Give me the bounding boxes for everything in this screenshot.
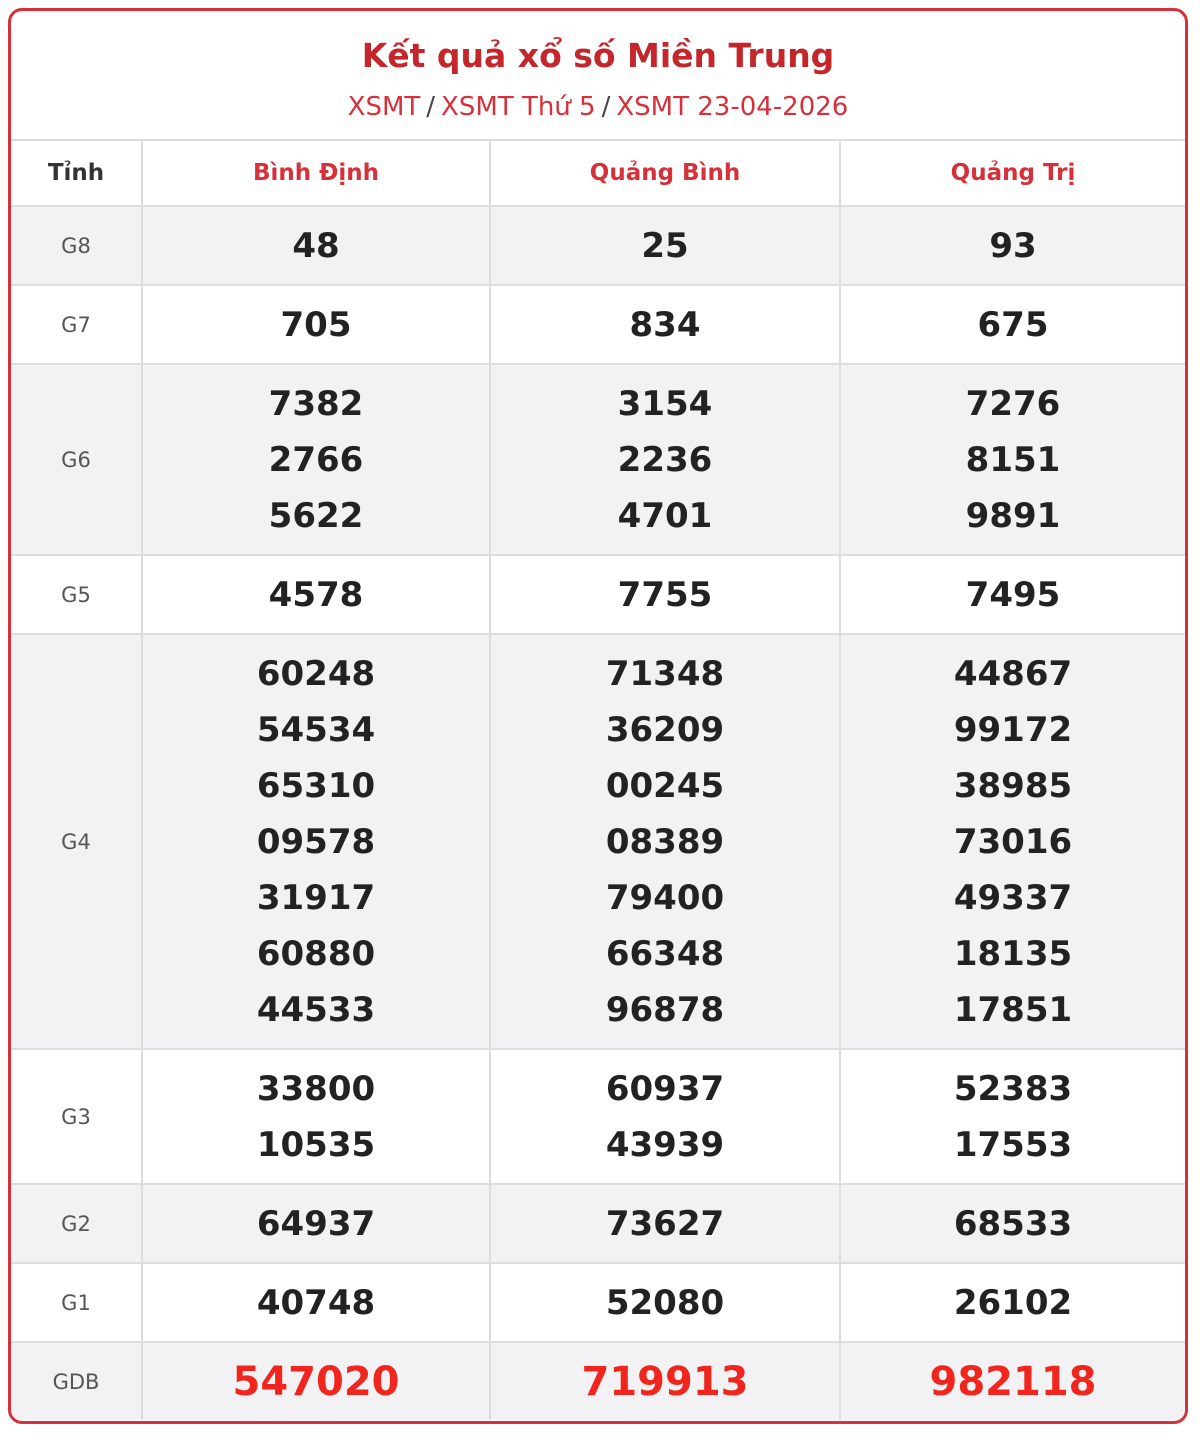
results-header: [11, 11, 1185, 139]
result-cell: [142, 634, 490, 1049]
result-cell: [840, 634, 1185, 1049]
prize-label: G8: [11, 206, 142, 285]
result-number: 00245: [605, 765, 725, 806]
result-number: 49337: [953, 877, 1073, 918]
result-number: 33800: [256, 1068, 376, 1109]
result-cell: [142, 1184, 490, 1263]
table-row: [11, 285, 1185, 364]
result-cell: [840, 1184, 1185, 1263]
result-number: 4701: [617, 495, 713, 536]
province-quang-binh[interactable]: Quảng Bình: [490, 140, 840, 206]
result-number: 54534: [256, 709, 376, 750]
result-number: 96878: [605, 989, 725, 1030]
result-cell: [142, 364, 490, 555]
result-number: 52383: [953, 1068, 1073, 1109]
result-number: 2766: [268, 439, 364, 480]
result-number: 17851: [953, 989, 1073, 1030]
result-number: 5622: [268, 495, 364, 536]
result-number: 7276: [965, 383, 1061, 424]
result-number: 7755: [617, 574, 713, 615]
prize-label: G7: [11, 285, 142, 364]
result-cell: [142, 285, 490, 364]
table-row: [11, 555, 1185, 634]
result-number: 60937: [605, 1068, 725, 1109]
result-number: 65310: [256, 765, 376, 806]
result-number: 43939: [605, 1124, 725, 1165]
result-number: 68533: [953, 1203, 1073, 1244]
result-number: 44867: [953, 653, 1073, 694]
province-quang-tri[interactable]: Quảng Trị: [840, 140, 1185, 206]
special-prize-cell: [490, 1342, 840, 1420]
result-number: 60248: [256, 653, 376, 694]
result-number: 8151: [965, 439, 1061, 480]
table-row: [11, 1184, 1185, 1263]
prize-label: G5: [11, 555, 142, 634]
table-header-row: [11, 140, 1185, 206]
result-cell: [142, 206, 490, 285]
result-number: 52080: [605, 1282, 725, 1323]
result-number: 18135: [953, 933, 1073, 974]
result-cell: [142, 1049, 490, 1184]
result-number: 26102: [953, 1282, 1073, 1323]
table-row: [11, 1263, 1185, 1342]
result-number: 705: [280, 304, 352, 345]
special-prize-number: 982118: [929, 1358, 1097, 1405]
breadcrumb-link-xsmt-date[interactable]: XSMT 23-04-2026: [616, 92, 849, 122]
table-row: [11, 1049, 1185, 1184]
result-cell: [490, 1184, 840, 1263]
table-row: [11, 1342, 1185, 1420]
result-number: 25: [641, 225, 689, 266]
result-number: 44533: [256, 989, 376, 1030]
result-number: 73627: [605, 1203, 725, 1244]
prize-label: G2: [11, 1184, 142, 1263]
prize-label: G4: [11, 634, 142, 1049]
result-number: 7382: [268, 383, 364, 424]
province-binh-dinh[interactable]: Bình Định: [142, 140, 490, 206]
result-cell: [490, 285, 840, 364]
breadcrumb-separator: /: [601, 92, 611, 122]
result-number: 66348: [605, 933, 725, 974]
result-number: 834: [629, 304, 701, 345]
result-number: 40748: [256, 1282, 376, 1323]
prize-label: G6: [11, 364, 142, 555]
result-cell: [490, 555, 840, 634]
result-number: 93: [989, 225, 1037, 266]
result-number: 64937: [256, 1203, 376, 1244]
results-card: [8, 8, 1188, 1424]
result-cell: [490, 206, 840, 285]
result-cell: [490, 634, 840, 1049]
result-number: 38985: [953, 765, 1073, 806]
result-number: 99172: [953, 709, 1073, 750]
result-number: 48: [292, 225, 340, 266]
prize-label: GDB: [11, 1342, 142, 1420]
special-prize-cell: [142, 1342, 490, 1420]
breadcrumb-link-xsmt-thu-5[interactable]: XSMT Thứ 5: [441, 92, 596, 122]
result-number: 10535: [256, 1124, 376, 1165]
result-cell: [490, 364, 840, 555]
result-cell: [840, 1263, 1185, 1342]
result-cell: [490, 1049, 840, 1184]
result-number: 09578: [256, 821, 376, 862]
result-number: 9891: [965, 495, 1061, 536]
table-row: [11, 206, 1185, 285]
result-cell: [840, 1049, 1185, 1184]
result-cell: [840, 555, 1185, 634]
special-prize-cell: [840, 1342, 1185, 1420]
result-cell: [490, 1263, 840, 1342]
result-number: 675: [977, 304, 1049, 345]
result-number: 7495: [965, 574, 1061, 615]
prize-label: G1: [11, 1263, 142, 1342]
result-number: 60880: [256, 933, 376, 974]
result-number: 17553: [953, 1124, 1073, 1165]
special-prize-number: 719913: [581, 1358, 749, 1405]
results-table: [11, 139, 1185, 1420]
result-number: 2236: [617, 439, 713, 480]
result-cell: [142, 1263, 490, 1342]
result-number: 31917: [256, 877, 376, 918]
result-number: 73016: [953, 821, 1073, 862]
result-cell: [142, 555, 490, 634]
result-number: 08389: [605, 821, 725, 862]
breadcrumb: [11, 89, 1185, 125]
special-prize-number: 547020: [232, 1358, 400, 1405]
result-number: 71348: [605, 653, 725, 694]
page-title: Kết quả xổ số Miền Trung: [361, 36, 835, 75]
table-row: [11, 364, 1185, 555]
result-number: 4578: [268, 574, 364, 615]
table-row: [11, 634, 1185, 1049]
result-number: 3154: [617, 383, 713, 424]
province-column-label: Tỉnh: [11, 140, 142, 206]
prize-label: G3: [11, 1049, 142, 1184]
breadcrumb-link-xsmt[interactable]: XSMT: [347, 92, 421, 122]
result-cell: [840, 364, 1185, 555]
breadcrumb-separator: /: [426, 92, 436, 122]
result-cell: [840, 206, 1185, 285]
result-number: 79400: [605, 877, 725, 918]
result-number: 36209: [605, 709, 725, 750]
result-cell: [840, 285, 1185, 364]
